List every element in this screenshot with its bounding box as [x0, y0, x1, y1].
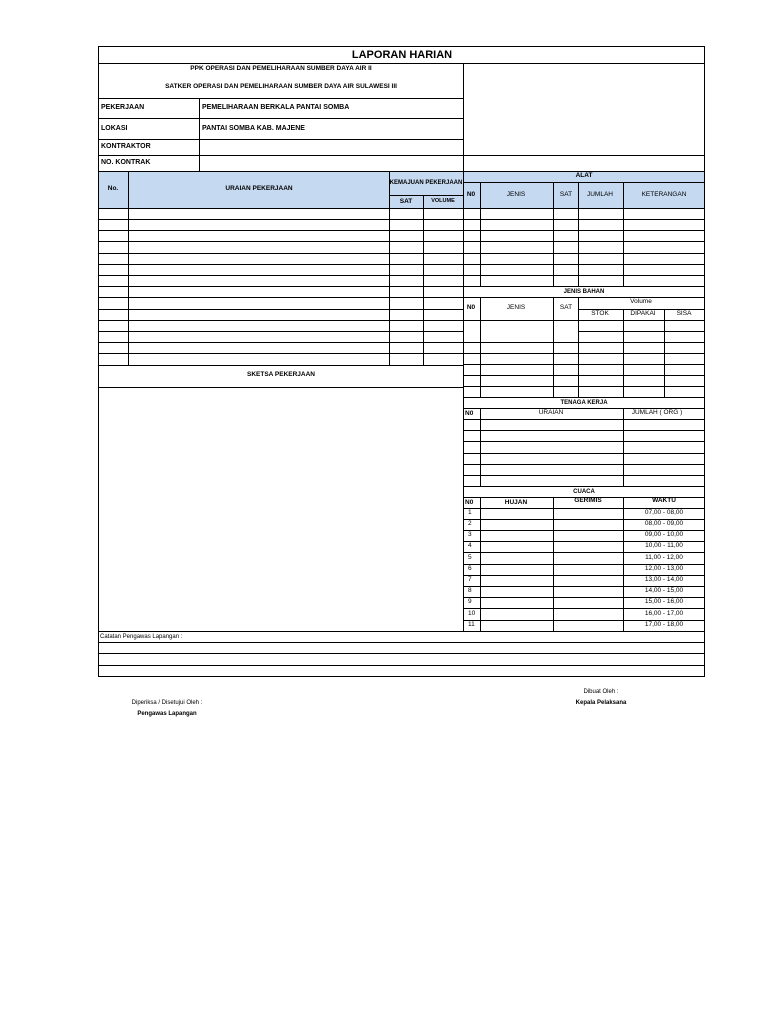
- alat-title: ALAT: [575, 172, 593, 179]
- cuaca-row-no: 8: [468, 587, 472, 594]
- work-no-header: No.: [107, 185, 119, 192]
- bahan-title: JENIS BAHAN: [563, 289, 605, 295]
- cuaca-row-no: 11: [468, 621, 475, 628]
- cuaca-row-waktu: 11,00 - 12,00: [645, 554, 683, 561]
- tenaga-title: TENAGA KERJA: [560, 400, 608, 406]
- pekerjaan-value: PEMELIHARAAN BERKALA PANTAI SOMBA: [202, 104, 350, 111]
- cuaca-row-no: 3: [468, 531, 472, 538]
- tenaga-uraian-header: URAIAN: [538, 409, 564, 416]
- cuaca-row-waktu: 17,00 - 18,00: [644, 621, 684, 628]
- alat-keterangan-header: KETERANGAN: [641, 191, 687, 198]
- cuaca-title: CUACA: [573, 489, 595, 495]
- cuaca-row-no: 4: [468, 542, 472, 549]
- org-line-2: SATKER OPERASI DAN PEMELIHARAAN SUMBER DAYA AIR SULAWESI III: [165, 83, 397, 90]
- pekerjaan-label: PEKERJAAN: [101, 104, 145, 111]
- bahan-jenis-header: JENIS: [506, 304, 526, 311]
- lokasi-label: LOKASI: [101, 125, 128, 132]
- cuaca-row-no: 2: [468, 520, 472, 527]
- bahan-volume-header: Volume: [630, 298, 652, 305]
- sketsa-header: SKETSA PEKERJAAN: [246, 371, 316, 378]
- cuaca-row-waktu: 16,00 - 17,00: [644, 610, 684, 617]
- cuaca-hujan-header: HUJAN: [504, 499, 528, 506]
- right-role: Kepala Pelaksana: [575, 700, 627, 706]
- cuaca-no-header: N0: [465, 499, 474, 506]
- alat-jumlah-header: JUMLAH: [586, 191, 614, 198]
- bahan-sisa-header: SISA: [676, 310, 692, 317]
- cuaca-row-waktu: 14,00 - 15,00: [644, 587, 684, 594]
- work-uraian-header: URAIAN PEKERJAAN: [225, 185, 293, 192]
- cuaca-row-no: 10: [468, 610, 476, 617]
- cuaca-row-no: 7: [468, 576, 472, 583]
- cuaca-row-waktu: 07,00 - 08,00: [644, 509, 684, 516]
- cuaca-row-no: 5: [468, 554, 472, 561]
- bahan-no-header: N0: [466, 304, 476, 311]
- cuaca-row-no: 1: [468, 509, 472, 516]
- cuaca-row-waktu: 12,00 - 13,00: [644, 565, 684, 572]
- work-sat-header: SAT: [399, 198, 413, 205]
- kontrak-label: NO. KONTRAK: [101, 159, 151, 166]
- cuaca-row-no: 9: [468, 598, 472, 605]
- lokasi-value: PANTAI SOMBA KAB. MAJENE: [202, 125, 305, 132]
- cuaca-row-waktu: 10,00 - 11,00: [645, 542, 683, 549]
- cuaca-row-waktu: 15,00 - 16,00: [644, 598, 684, 605]
- kontraktor-label: KONTRAKTOR: [101, 143, 151, 150]
- tenaga-no-header: N0: [465, 410, 474, 417]
- notes-label: Catatan Pengawas Lapangan :: [100, 634, 183, 640]
- cuaca-row-waktu: 08,00 - 09,00: [644, 520, 684, 527]
- cuaca-row-waktu: 13,00 - 14,00: [644, 576, 684, 583]
- report-title: LAPORAN HARIAN: [351, 49, 453, 61]
- cuaca-row-no: 6: [468, 565, 472, 572]
- bahan-dipakai-header: DIPAKAI: [630, 310, 656, 317]
- right-caption: Dibuat Oleh :: [583, 689, 619, 695]
- alat-sat-header: SAT: [559, 191, 573, 198]
- work-kemajuan-header: KEMAJUAN PEKERJAAN: [389, 180, 463, 186]
- tenaga-jumlah-header: JUMLAH ( ORG ): [631, 409, 683, 416]
- bahan-stok-header: STOK: [591, 310, 609, 317]
- left-caption: Diperiksa / Disetujui Oleh :: [131, 700, 203, 706]
- cuaca-row-waktu: 09,00 - 10,00: [644, 531, 684, 538]
- work-volume-header: VOLUME: [431, 198, 455, 204]
- alat-no-header: N0: [466, 191, 476, 198]
- bahan-sat-header: SAT: [559, 304, 573, 311]
- form-border: [98, 46, 705, 677]
- cuaca-waktu-header: WAKTU: [652, 497, 676, 504]
- left-role: Pengawas Lapangan: [137, 711, 197, 717]
- cuaca-gerimis-header: GERIMIS: [574, 497, 602, 504]
- alat-jenis-header: JENIS: [506, 191, 526, 198]
- org-line-1: PPK OPERASI DAN PEMELIHARAAN SUMBER DAYA AIR II: [190, 65, 372, 72]
